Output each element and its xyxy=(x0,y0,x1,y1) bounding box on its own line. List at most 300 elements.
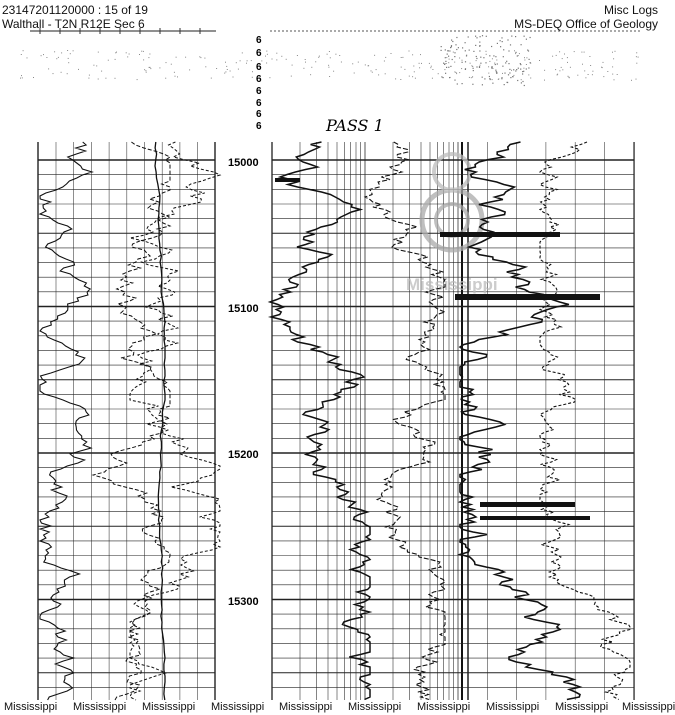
noise-dot xyxy=(70,53,71,54)
noise-dot xyxy=(514,50,515,51)
noise-dot xyxy=(466,55,467,56)
noise-dot xyxy=(559,51,560,52)
noise-dot xyxy=(266,63,267,64)
noise-dot xyxy=(441,46,442,47)
noise-dot xyxy=(452,41,453,42)
noise-dot xyxy=(524,85,525,86)
noise-dot xyxy=(519,53,520,54)
noise-dot xyxy=(475,45,476,46)
noise-dot xyxy=(530,62,531,63)
noise-dot xyxy=(476,66,477,67)
noise-dot xyxy=(468,36,469,37)
noise-dot xyxy=(252,71,253,72)
noise-dot xyxy=(105,78,106,79)
noise-dot xyxy=(22,77,23,78)
noise-dot xyxy=(469,77,470,78)
noise-dot xyxy=(482,35,483,36)
noise-dot xyxy=(368,65,369,66)
noise-dot xyxy=(636,79,637,80)
noise-dot xyxy=(603,76,604,77)
noise-dot xyxy=(492,67,493,68)
noise-dot xyxy=(292,65,293,66)
noise-dot xyxy=(510,77,511,78)
noise-dot xyxy=(143,59,144,60)
noise-dot xyxy=(480,63,481,64)
noise-dot xyxy=(145,70,146,71)
noise-dot xyxy=(584,52,585,53)
noise-dot xyxy=(570,67,571,68)
footer-watermark: Mississippi xyxy=(4,701,58,713)
noise-dot xyxy=(41,55,42,56)
footer-watermark: Mississippi xyxy=(417,701,471,713)
noise-dot xyxy=(20,78,21,79)
noise-dot xyxy=(412,54,413,55)
noise-dot xyxy=(489,55,490,56)
noise-dot xyxy=(492,79,493,80)
agency-name: MS-DEQ Office of Geology xyxy=(514,17,658,31)
noise-dot xyxy=(267,54,268,55)
noise-dot xyxy=(446,57,447,58)
noise-dot xyxy=(559,70,560,71)
noise-dot xyxy=(412,76,413,77)
noise-dot xyxy=(452,59,453,60)
noise-dot xyxy=(159,67,160,68)
noise-dot xyxy=(475,36,476,37)
noise-dot xyxy=(510,44,511,45)
noise-dot xyxy=(319,56,320,57)
noise-dot xyxy=(23,50,24,51)
noise-dot xyxy=(567,57,568,58)
noise-dot xyxy=(385,73,386,74)
noise-dot xyxy=(526,64,527,65)
noise-dot xyxy=(486,36,487,37)
noise-dot xyxy=(371,70,372,71)
noise-dot xyxy=(443,63,444,64)
noise-dot xyxy=(473,51,474,52)
noise-dot xyxy=(526,57,527,58)
noise-dot xyxy=(61,72,62,73)
noise-dot xyxy=(432,69,433,70)
noise-dot xyxy=(141,51,142,52)
noise-dot xyxy=(516,69,517,70)
noise-dot xyxy=(419,67,420,68)
footer-watermark: Mississippi xyxy=(486,701,540,713)
noise-dot xyxy=(115,78,116,79)
noise-dot xyxy=(522,73,523,74)
noise-dot xyxy=(200,57,201,58)
noise-dot xyxy=(485,62,486,63)
depth-label: 15100 xyxy=(228,303,259,315)
noise-dot xyxy=(469,50,470,51)
noise-dot xyxy=(636,56,637,57)
noise-dot xyxy=(612,66,613,67)
scan-noise-band xyxy=(20,35,639,86)
noise-dot xyxy=(462,62,463,63)
noise-dot xyxy=(489,76,490,77)
noise-dot xyxy=(43,54,44,55)
noise-dot xyxy=(68,58,69,59)
left-track-grid xyxy=(38,142,215,700)
noise-dot xyxy=(488,73,489,74)
noise-dot xyxy=(225,62,226,63)
noise-dot xyxy=(528,50,529,51)
noise-dot xyxy=(230,71,231,72)
noise-dot xyxy=(297,55,298,56)
noise-dot xyxy=(501,37,502,38)
noise-dot xyxy=(444,69,445,70)
noise-dot xyxy=(451,46,452,47)
noise-dot xyxy=(58,57,59,58)
noise-dot xyxy=(489,78,490,79)
noise-dot xyxy=(520,69,521,70)
noise-dot xyxy=(484,78,485,79)
noise-dot xyxy=(476,58,477,59)
noise-dot xyxy=(143,51,144,52)
noise-dot xyxy=(372,72,373,73)
depth-labels xyxy=(228,157,259,608)
well-location: Walthall - T2N R12E Sec 6 xyxy=(2,17,145,31)
noise-dot xyxy=(421,63,422,64)
noise-dot xyxy=(577,75,578,76)
noise-dot xyxy=(508,50,509,51)
noise-dot xyxy=(612,74,613,75)
noise-dot xyxy=(53,73,54,74)
noise-dot xyxy=(441,50,442,51)
noise-dot xyxy=(276,59,277,60)
noise-dot xyxy=(327,54,328,55)
noise-dot xyxy=(78,69,79,70)
noise-dot xyxy=(365,64,366,65)
noise-dot xyxy=(310,74,311,75)
noise-dot xyxy=(491,46,492,47)
noise-dot xyxy=(413,66,414,67)
noise-dot xyxy=(448,62,449,63)
noise-dot xyxy=(449,59,450,60)
noise-dot xyxy=(585,77,586,78)
noise-dot xyxy=(523,71,524,72)
noise-dot xyxy=(521,82,522,83)
noise-dot xyxy=(617,74,618,75)
noise-dot xyxy=(455,44,456,45)
noise-dot xyxy=(446,63,447,64)
noise-dot xyxy=(48,68,49,69)
footer-watermark: Mississippi xyxy=(622,701,675,713)
scale-mark: 6 xyxy=(256,86,262,97)
noise-dot xyxy=(471,77,472,78)
noise-dot xyxy=(529,59,530,60)
noise-dot xyxy=(517,55,518,56)
noise-dot xyxy=(204,58,205,59)
noise-dot xyxy=(555,69,556,70)
noise-dot xyxy=(400,79,401,80)
noise-dot xyxy=(238,69,239,70)
noise-dot xyxy=(446,67,447,68)
noise-dot xyxy=(479,42,480,43)
noise-dot xyxy=(456,72,457,73)
noise-dot xyxy=(441,76,442,77)
noise-dot xyxy=(492,68,493,69)
noise-dot xyxy=(528,67,529,68)
induction-curve xyxy=(540,142,630,700)
noise-dot xyxy=(615,51,616,52)
noise-dot xyxy=(504,84,505,85)
noise-dot xyxy=(150,68,151,69)
log-curves xyxy=(40,142,630,700)
noise-dot xyxy=(456,37,457,38)
noise-dot xyxy=(465,50,466,51)
noise-dot xyxy=(333,71,334,72)
noise-dot xyxy=(509,69,510,70)
noise-dot xyxy=(329,51,330,52)
noise-dot xyxy=(526,68,527,69)
noise-dot xyxy=(444,63,445,64)
noise-dot xyxy=(590,65,591,66)
noise-dot xyxy=(465,61,466,62)
noise-dot xyxy=(165,78,166,79)
noise-dot xyxy=(240,60,241,61)
scale-mark: 6 xyxy=(256,48,262,59)
noise-dot xyxy=(56,58,57,59)
noise-dot xyxy=(445,73,446,74)
noise-dot xyxy=(456,73,457,74)
noise-dot xyxy=(496,73,497,74)
noise-dot xyxy=(409,51,410,52)
noise-dot xyxy=(462,47,463,48)
noise-dot xyxy=(447,50,448,51)
noise-dot xyxy=(432,78,433,79)
noise-dot xyxy=(401,67,402,68)
noise-dot xyxy=(189,69,190,70)
noise-dot xyxy=(603,62,604,63)
noise-dot xyxy=(54,51,55,52)
noise-dot xyxy=(454,52,455,53)
noise-dot xyxy=(378,74,379,75)
noise-dot xyxy=(476,56,477,57)
noise-dot xyxy=(454,56,455,57)
scale-mark: 6 xyxy=(256,98,262,109)
noise-dot xyxy=(415,78,416,79)
noise-dot xyxy=(544,80,545,81)
noise-dot xyxy=(507,39,508,40)
noise-dot xyxy=(539,60,540,61)
noise-dot xyxy=(126,52,127,53)
noise-dot xyxy=(429,63,430,64)
noise-dot xyxy=(486,51,487,52)
footer-watermark: Mississippi xyxy=(73,701,127,713)
noise-dot xyxy=(557,74,558,75)
noise-dot xyxy=(465,68,466,69)
noise-dot xyxy=(96,65,97,66)
noise-dot xyxy=(281,56,282,57)
noise-dot xyxy=(461,68,462,69)
noise-dot xyxy=(530,78,531,79)
noise-dot xyxy=(226,66,227,67)
noise-dot xyxy=(328,65,329,66)
noise-dot xyxy=(526,39,527,40)
noise-dot xyxy=(454,62,455,63)
noise-dot xyxy=(401,57,402,58)
noise-dot xyxy=(513,69,514,70)
depth-label: 15200 xyxy=(228,449,259,461)
noise-dot xyxy=(205,66,206,67)
noise-dot xyxy=(224,73,225,74)
noise-dot xyxy=(286,59,287,60)
noise-dot xyxy=(483,57,484,58)
noise-dot xyxy=(459,72,460,73)
noise-dot xyxy=(480,57,481,58)
noise-dot xyxy=(251,60,252,61)
noise-dot xyxy=(454,71,455,72)
noise-dot xyxy=(414,71,415,72)
noise-dot xyxy=(479,66,480,67)
noise-dot xyxy=(330,57,331,58)
noise-dot xyxy=(450,66,451,67)
noise-dot xyxy=(67,73,68,74)
log-category: Misc Logs xyxy=(603,3,658,17)
noise-dot xyxy=(479,50,480,51)
noise-dot xyxy=(33,77,34,78)
noise-dot xyxy=(225,71,226,72)
noise-dot xyxy=(98,52,99,53)
noise-dot xyxy=(431,66,432,67)
noise-dot xyxy=(476,37,477,38)
noise-dot xyxy=(329,76,330,77)
noise-dot xyxy=(480,36,481,37)
noise-dot xyxy=(507,82,508,83)
noise-dot xyxy=(88,78,89,79)
pass-label: PASS 1 xyxy=(326,116,384,135)
noise-dot xyxy=(584,70,585,71)
noise-dot xyxy=(496,71,497,72)
noise-dot xyxy=(68,62,69,63)
noise-dot xyxy=(521,79,522,80)
noise-dot xyxy=(89,75,90,76)
noise-dot xyxy=(568,76,569,77)
noise-dot xyxy=(150,67,151,68)
noise-dot xyxy=(473,68,474,69)
noise-dot xyxy=(448,56,449,57)
noise-dot xyxy=(614,79,615,80)
noise-dot xyxy=(174,72,175,73)
depth-label: 15000 xyxy=(228,157,259,169)
noise-dot xyxy=(582,64,583,65)
noise-dot xyxy=(269,77,270,78)
noise-dot xyxy=(303,68,304,69)
noise-dot xyxy=(511,36,512,37)
noise-dot xyxy=(449,77,450,78)
conductivity-curve xyxy=(460,142,580,700)
noise-dot xyxy=(562,69,563,70)
noise-dot xyxy=(476,60,477,61)
noise-dot xyxy=(61,52,62,53)
noise-dot xyxy=(500,40,501,41)
scale-mark-column xyxy=(256,35,262,132)
noise-dot xyxy=(176,57,177,58)
noise-dot xyxy=(515,36,516,37)
noise-dot xyxy=(242,52,243,53)
noise-dot xyxy=(462,60,463,61)
noise-dot xyxy=(482,84,483,85)
noise-dot xyxy=(506,61,507,62)
noise-dot xyxy=(438,73,439,74)
noise-dot xyxy=(272,59,273,60)
noise-dot xyxy=(166,62,167,63)
noise-dot xyxy=(500,46,501,47)
noise-dot xyxy=(496,60,497,61)
noise-dot xyxy=(569,77,570,78)
noise-dot xyxy=(564,54,565,55)
noise-dot xyxy=(561,67,562,68)
noise-dot xyxy=(504,73,505,74)
noise-dot xyxy=(513,75,514,76)
noise-dot xyxy=(470,63,471,64)
noise-dot xyxy=(374,55,375,56)
noise-dot xyxy=(562,58,563,59)
scale-mark: 6 xyxy=(256,109,262,120)
noise-dot xyxy=(67,50,68,51)
noise-dot xyxy=(454,80,455,81)
noise-dot xyxy=(98,79,99,80)
noise-dot xyxy=(458,47,459,48)
footer-watermark: Mississippi xyxy=(279,701,333,713)
noise-dot xyxy=(492,58,493,59)
noise-dot xyxy=(602,67,603,68)
noise-dot xyxy=(453,52,454,53)
noise-dot xyxy=(101,71,102,72)
noise-dot xyxy=(465,42,466,43)
noise-dot xyxy=(335,54,336,55)
noise-dot xyxy=(607,71,608,72)
noise-dot xyxy=(497,43,498,44)
noise-dot xyxy=(495,56,496,57)
shallow-resistivity-curve xyxy=(365,142,445,700)
noise-dot xyxy=(613,58,614,59)
noise-dot xyxy=(127,56,128,57)
noise-dot xyxy=(352,63,353,64)
noise-dot xyxy=(503,56,504,57)
noise-dot xyxy=(385,57,386,58)
noise-dot xyxy=(502,41,503,42)
noise-dot xyxy=(492,83,493,84)
noise-dot xyxy=(581,52,582,53)
noise-dot xyxy=(148,57,149,58)
noise-dot xyxy=(328,67,329,68)
noise-dot xyxy=(199,56,200,57)
depth-label: 15300 xyxy=(228,596,259,608)
noise-dot xyxy=(521,44,522,45)
noise-dot xyxy=(523,68,524,69)
noise-dot xyxy=(291,76,292,77)
noise-dot xyxy=(495,70,496,71)
noise-dot xyxy=(420,54,421,55)
scale-mark: 6 xyxy=(256,35,262,46)
noise-dot xyxy=(544,70,545,71)
noise-dot xyxy=(574,51,575,52)
noise-dot xyxy=(171,64,172,65)
noise-dot xyxy=(479,46,480,47)
noise-dot xyxy=(502,73,503,74)
noise-dot xyxy=(488,66,489,67)
noise-dot xyxy=(494,63,495,64)
noise-dot xyxy=(445,49,446,50)
noise-dot xyxy=(567,62,568,63)
noise-dot xyxy=(116,52,117,53)
noise-dot xyxy=(612,52,613,53)
noise-dot xyxy=(246,63,247,64)
noise-dot xyxy=(445,61,446,62)
log-spike-band xyxy=(440,232,560,237)
noise-dot xyxy=(480,65,481,66)
